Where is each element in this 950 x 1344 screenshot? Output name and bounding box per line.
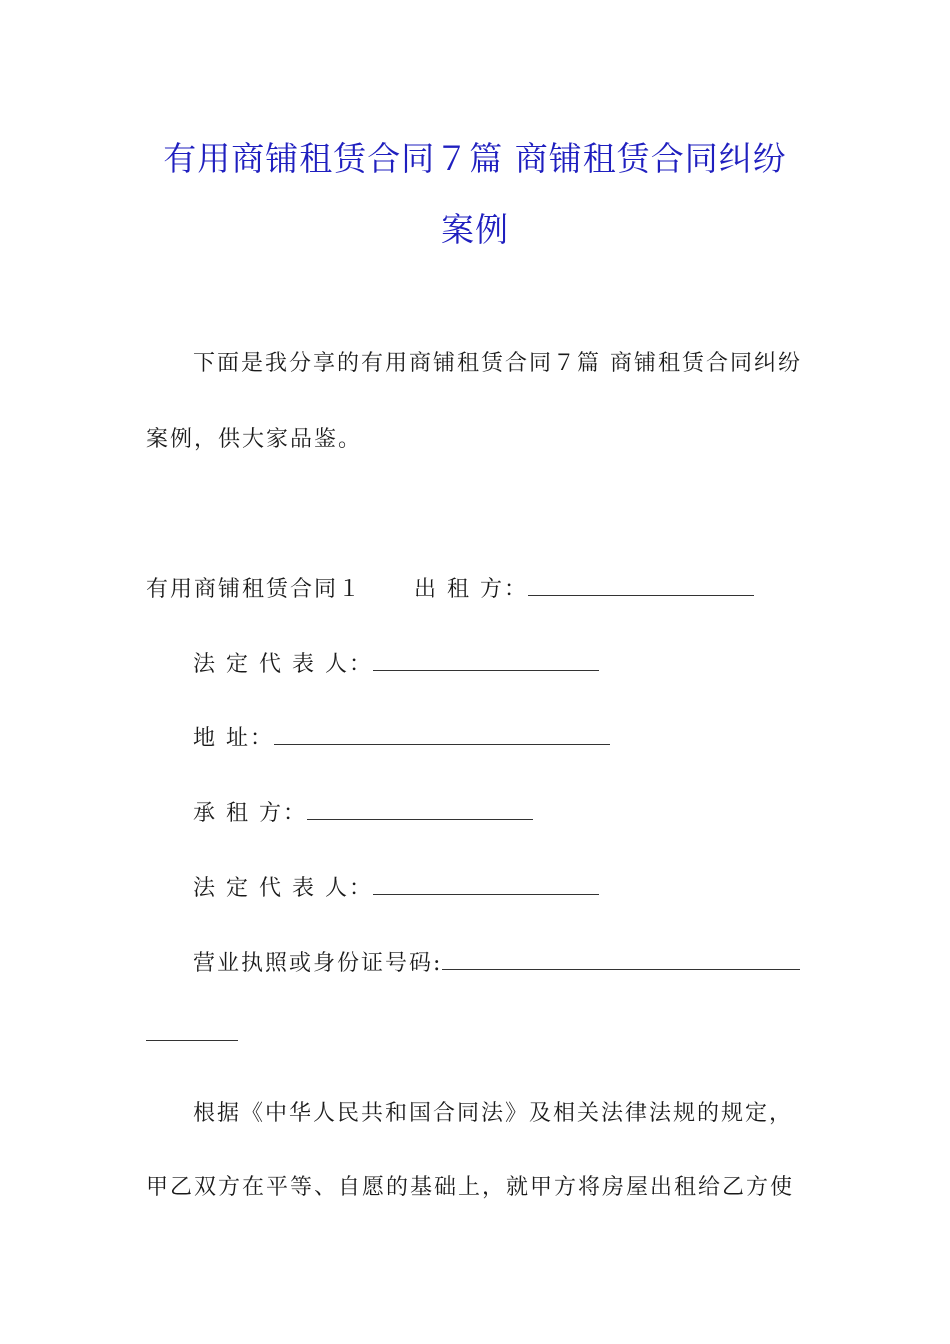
legal-rep-blank xyxy=(373,652,599,671)
legal-rep-row-2 xyxy=(193,871,599,902)
body-line-1: 根据《中华人民共和国合同法》及相关法律法规的规定， xyxy=(193,1101,794,1126)
address-row xyxy=(193,721,610,752)
legal-rep-blank-2 xyxy=(373,876,599,895)
lessee-label: 承 租 方： xyxy=(193,801,307,826)
document-title-line-2: 案例 xyxy=(441,210,509,249)
license-label: 营业执照或身份证号码: xyxy=(193,951,443,976)
license-row xyxy=(193,946,800,977)
contract-heading: 有用商铺租赁合同１ xyxy=(146,577,363,602)
legal-rep-label: 法 定 代 表 人： xyxy=(193,652,373,677)
intro-line-1: 下面是我分享的有用商铺租赁合同７篇 商铺租赁合同纠纷 xyxy=(193,351,802,376)
intro-line-2: 案例，供大家品鉴。 xyxy=(146,427,363,452)
license-blank-continuation xyxy=(146,1040,238,1041)
lessee-blank xyxy=(307,801,533,820)
lessor-blank xyxy=(528,577,754,596)
license-blank xyxy=(442,951,800,970)
lessee-row xyxy=(193,796,533,827)
document-title-line-1: 有用商铺租赁合同７篇 商铺租赁合同纠纷 xyxy=(163,139,787,178)
lessor-label: 出 租 方： xyxy=(414,577,529,602)
address-blank xyxy=(274,726,610,745)
legal-rep-label-2: 法 定 代 表 人： xyxy=(193,876,373,901)
address-label: 地 址： xyxy=(193,726,274,751)
legal-rep-row xyxy=(193,647,599,678)
contract-heading-row xyxy=(146,572,754,603)
body-line-2: 甲乙双方在平等、自愿的基础上，就甲方将房屋出租给乙方使 xyxy=(146,1175,795,1200)
